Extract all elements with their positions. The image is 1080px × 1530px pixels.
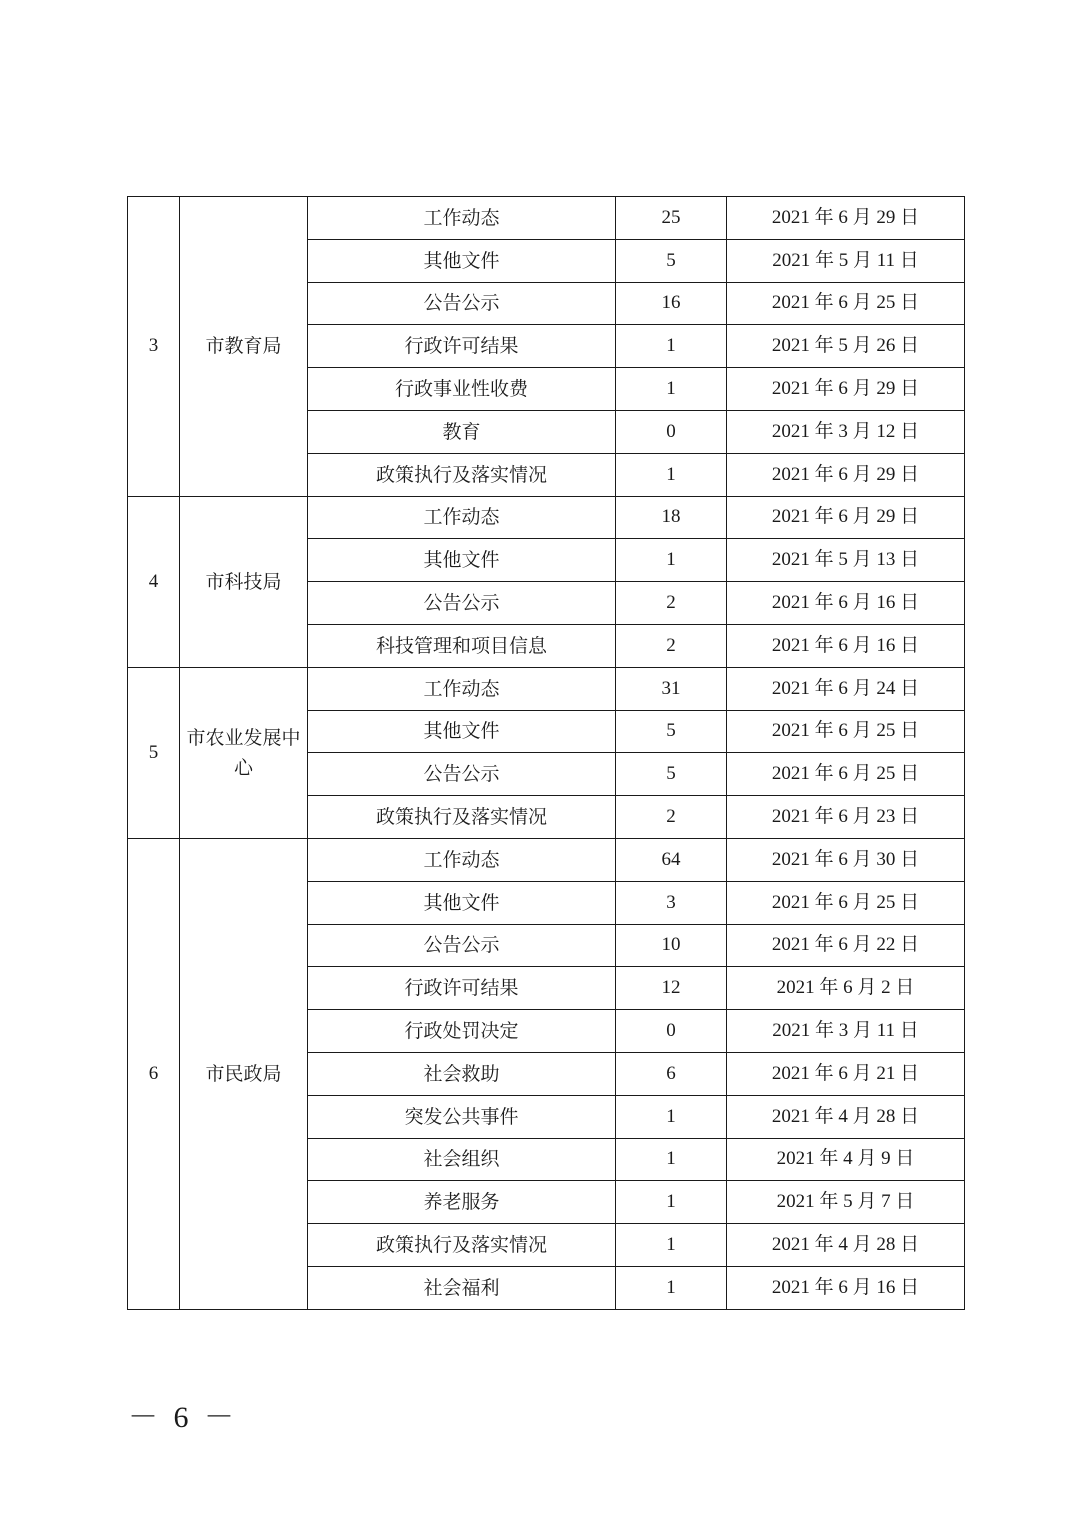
table-body [128, 197, 965, 1310]
group-index-cell: 5 [128, 667, 180, 838]
count-cell: 1 [616, 1095, 727, 1138]
date-cell: 2021 年 6 月 23 日 [727, 796, 965, 839]
category-cell: 教育 [308, 410, 616, 453]
date-cell: 2021 年 5 月 7 日 [727, 1181, 965, 1224]
category-cell: 养老服务 [308, 1181, 616, 1224]
group-index-cell: 6 [128, 838, 180, 1309]
category-cell: 行政事业性收费 [308, 368, 616, 411]
category-cell: 社会组织 [308, 1138, 616, 1181]
date-cell: 2021 年 4 月 28 日 [727, 1224, 965, 1267]
count-cell: 1 [616, 1224, 727, 1267]
count-cell: 3 [616, 881, 727, 924]
count-cell: 5 [616, 753, 727, 796]
category-cell: 其他文件 [308, 539, 616, 582]
date-cell: 2021 年 4 月 28 日 [727, 1095, 965, 1138]
date-cell: 2021 年 6 月 29 日 [727, 368, 965, 411]
count-cell: 6 [616, 1052, 727, 1095]
category-cell: 行政许可结果 [308, 325, 616, 368]
category-cell: 其他文件 [308, 881, 616, 924]
category-cell: 工作动态 [308, 496, 616, 539]
category-cell: 行政处罚决定 [308, 1010, 616, 1053]
date-cell: 2021 年 6 月 25 日 [727, 753, 965, 796]
count-cell: 2 [616, 624, 727, 667]
category-cell: 政策执行及落实情况 [308, 1224, 616, 1267]
department-cell: 市科技局 [180, 496, 308, 667]
department-cell: 市民政局 [180, 838, 308, 1309]
date-cell: 2021 年 6 月 2 日 [727, 967, 965, 1010]
date-cell: 2021 年 5 月 11 日 [727, 239, 965, 282]
count-cell: 1 [616, 453, 727, 496]
count-cell: 12 [616, 967, 727, 1010]
group-index-cell: 4 [128, 496, 180, 667]
category-cell: 工作动态 [308, 197, 616, 240]
category-cell: 工作动态 [308, 667, 616, 710]
count-cell: 16 [616, 282, 727, 325]
date-cell: 2021 年 5 月 26 日 [727, 325, 965, 368]
category-cell: 社会福利 [308, 1266, 616, 1309]
count-cell: 0 [616, 410, 727, 453]
count-cell: 10 [616, 924, 727, 967]
date-cell: 2021 年 6 月 21 日 [727, 1052, 965, 1095]
count-cell: 18 [616, 496, 727, 539]
page-number: － 6 － [128, 1401, 238, 1434]
count-cell: 1 [616, 368, 727, 411]
count-cell: 1 [616, 325, 727, 368]
category-cell: 公告公示 [308, 924, 616, 967]
date-cell: 2021 年 6 月 16 日 [727, 624, 965, 667]
department-cell: 市农业发展中心 [180, 667, 308, 838]
category-cell: 其他文件 [308, 239, 616, 282]
date-cell: 2021 年 6 月 29 日 [727, 453, 965, 496]
count-cell: 2 [616, 582, 727, 625]
table-row [128, 838, 965, 881]
disclosure-table [127, 196, 965, 1310]
category-cell: 政策执行及落实情况 [308, 796, 616, 839]
date-cell: 2021 年 6 月 25 日 [727, 282, 965, 325]
date-cell: 2021 年 6 月 30 日 [727, 838, 965, 881]
count-cell: 1 [616, 1181, 727, 1224]
table-row [128, 496, 965, 539]
date-cell: 2021 年 6 月 25 日 [727, 881, 965, 924]
category-cell: 社会救助 [308, 1052, 616, 1095]
category-cell: 工作动态 [308, 838, 616, 881]
date-cell: 2021 年 4 月 9 日 [727, 1138, 965, 1181]
category-cell: 公告公示 [308, 582, 616, 625]
count-cell: 64 [616, 838, 727, 881]
table-row [128, 197, 965, 240]
date-cell: 2021 年 6 月 16 日 [727, 582, 965, 625]
date-cell: 2021 年 6 月 16 日 [727, 1266, 965, 1309]
date-cell: 2021 年 6 月 29 日 [727, 496, 965, 539]
date-cell: 2021 年 6 月 25 日 [727, 710, 965, 753]
count-cell: 0 [616, 1010, 727, 1053]
category-cell: 突发公共事件 [308, 1095, 616, 1138]
category-cell: 科技管理和项目信息 [308, 624, 616, 667]
count-cell: 5 [616, 239, 727, 282]
count-cell: 5 [616, 710, 727, 753]
department-cell: 市教育局 [180, 197, 308, 497]
group-index-cell: 3 [128, 197, 180, 497]
date-cell: 2021 年 6 月 29 日 [727, 197, 965, 240]
count-cell: 1 [616, 539, 727, 582]
count-cell: 2 [616, 796, 727, 839]
table-row [128, 667, 965, 710]
date-cell: 2021 年 3 月 12 日 [727, 410, 965, 453]
count-cell: 31 [616, 667, 727, 710]
count-cell: 1 [616, 1266, 727, 1309]
count-cell: 1 [616, 1138, 727, 1181]
date-cell: 2021 年 6 月 24 日 [727, 667, 965, 710]
category-cell: 公告公示 [308, 282, 616, 325]
date-cell: 2021 年 3 月 11 日 [727, 1010, 965, 1053]
category-cell: 行政许可结果 [308, 967, 616, 1010]
date-cell: 2021 年 6 月 22 日 [727, 924, 965, 967]
count-cell: 25 [616, 197, 727, 240]
category-cell: 政策执行及落实情况 [308, 453, 616, 496]
category-cell: 其他文件 [308, 710, 616, 753]
date-cell: 2021 年 5 月 13 日 [727, 539, 965, 582]
category-cell: 公告公示 [308, 753, 616, 796]
